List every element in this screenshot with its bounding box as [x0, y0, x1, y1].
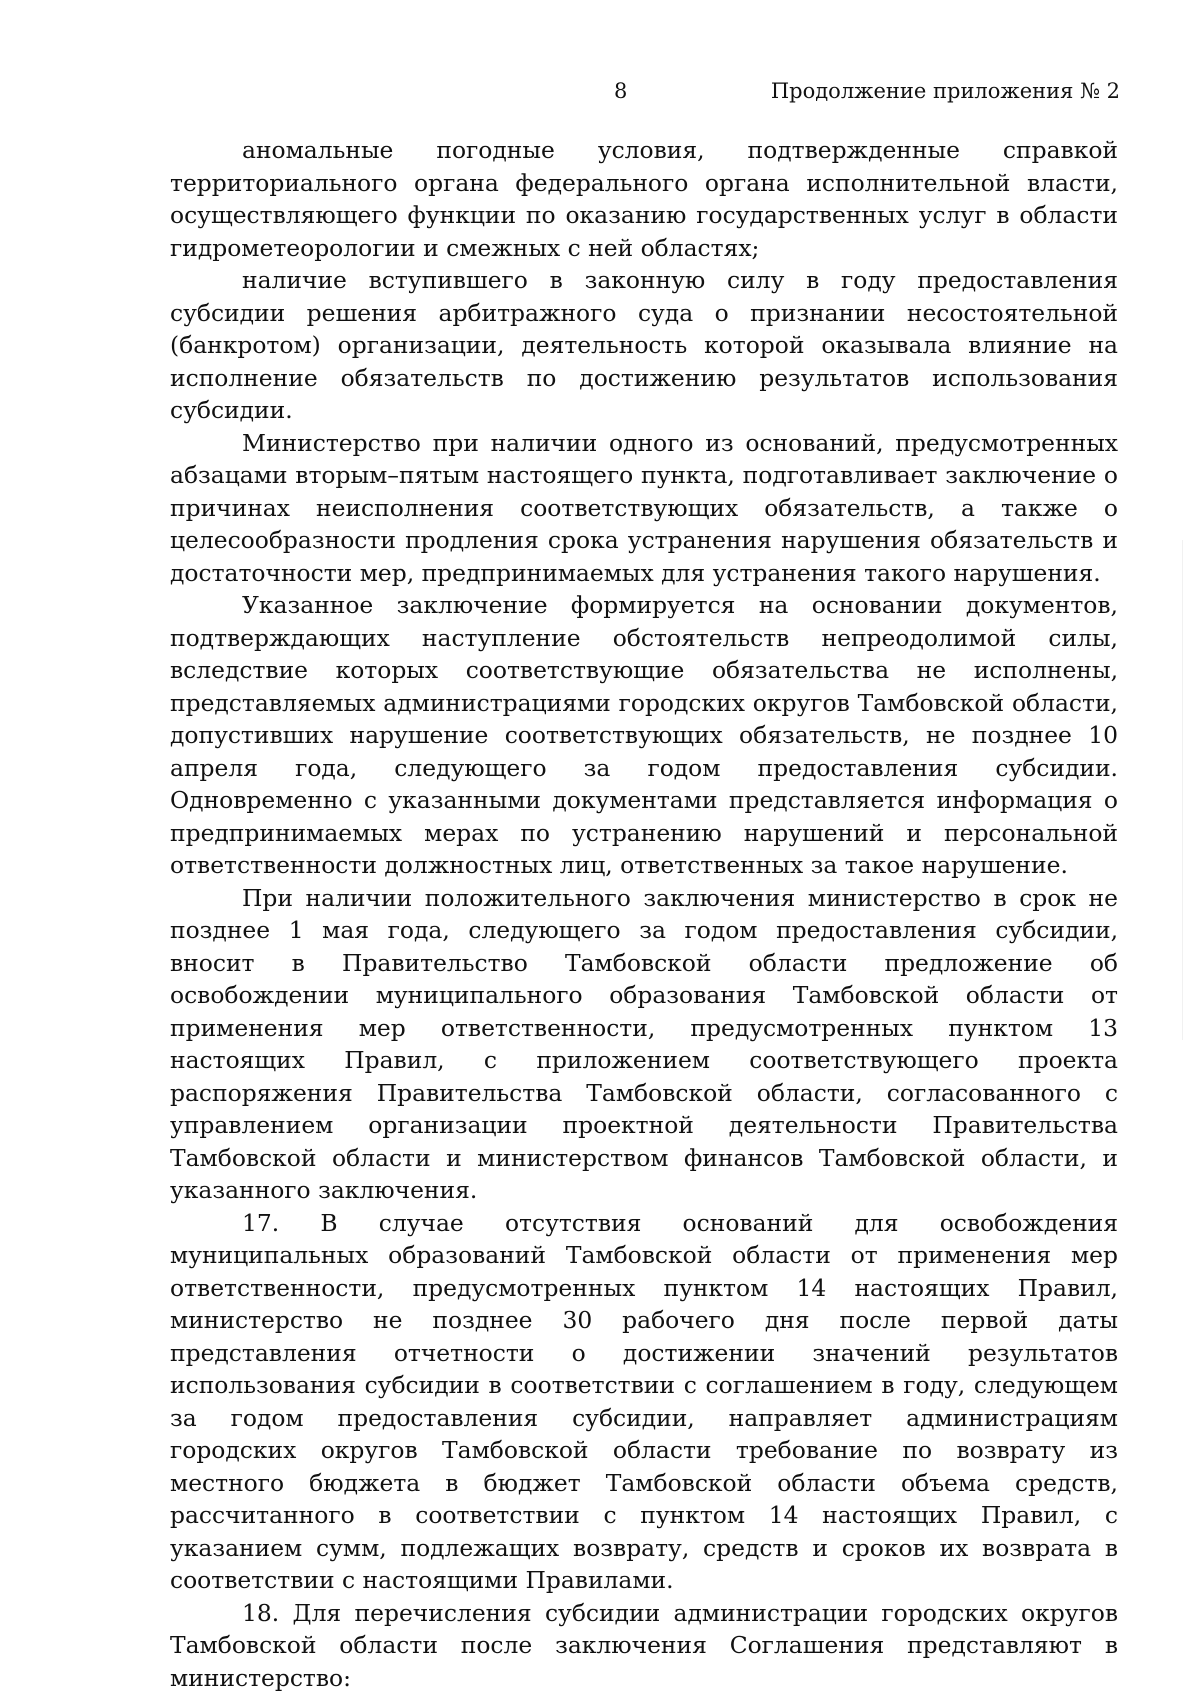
page-number: 8 — [614, 79, 628, 103]
scan-artifact-line — [1182, 540, 1183, 1040]
document-body — [170, 134, 1118, 1694]
paragraph-weather-conditions: аномальные погодные условия, подтвержденные справкой территориального органа федерального органа исполнительной власти, осуществляющего функции по оказанию государственных услуг в области гидрометеорологии и смежных с ней областях; — [170, 136, 1118, 262]
paragraph-arbitration-decision: наличие вступившего в законную силу в году предоставления субсидии решения арбитражного суда о признании несостоятельной (банкротом) организации, деятельность которой оказывала влияние на исполнение обязательств по достижению результатов использования субсидии. — [170, 266, 1118, 424]
paragraph-clause-18: 18. Для перечисления субсидии администрации городских округов Тамбовской области после заключения Соглашения представляют в министерство: — [170, 1598, 1118, 1692]
running-header: Продолжение приложения № 2 — [770, 79, 1120, 103]
paragraph-conclusion-basis: Указанное заключение формируется на основании документов, подтверждающих наступление обстоятельств непреодолимой силы, вследствие которых соответствующие обязательства не исполнены, представляемых администрациями городских округов Тамбовской области, допустивших нарушение соответствующих обязательств, не позднее 10 апреля года, следующего за годом предоставления субсидии. Одновременно с указанными документами представляется информация о предпринимаемых мерах по устранению нарушений и персональной ответственности должностных лиц, ответственных за такое нарушение. — [170, 591, 1118, 879]
paragraph-positive-conclusion: При наличии положительного заключения министерство в срок не позднее 1 мая года, следующего за годом предоставления субсидии, вносит в Правительство Тамбовской области предложение об освобождении муниципального образования Тамбовской области от применения мер ответственности, предусмотренных пунктом 13 настоящих Правил, с приложением соответствующего проекта распоряжения Правительства Тамбовской области, согласованного с управлением организации проектной деятельности Правительства Тамбовской области и министерством финансов Тамбовской области, и указанного заключения. — [170, 883, 1118, 1204]
paragraph-clause-17: 17. В случае отсутствия оснований для освобождения муниципальных образований Тамбовской области от применения мер ответственности, предусмотренных пунктом 14 настоящих Правил, министерство не позднее 30 рабочего дня после первой даты представления отчетности о достижении значений результатов использования субсидии в соответствии с соглашением в году, следующем за годом предоставления субсидии, направляет администрациям городских округов Тамбовской области требование по возврату из местного бюджета в бюджет Тамбовской области объема средств, рассчитанного в соответствии с пунктом 14 настоящих Правил, с указанием сумм, подлежащих возврату, средств и сроков их возврата в соответствии с настоящими Правилами. — [170, 1208, 1118, 1594]
paragraph-ministry-conclusion: Министерство при наличии одного из оснований, предусмотренных абзацами вторым–пятым настоящего пункта, подготавливает заключение о причинах неисполнения соответствующих обязательств, а также о целесообразности продления срока устранения нарушения обязательств и достаточности мер, предпринимаемых для устранения такого нарушения. — [170, 428, 1118, 587]
